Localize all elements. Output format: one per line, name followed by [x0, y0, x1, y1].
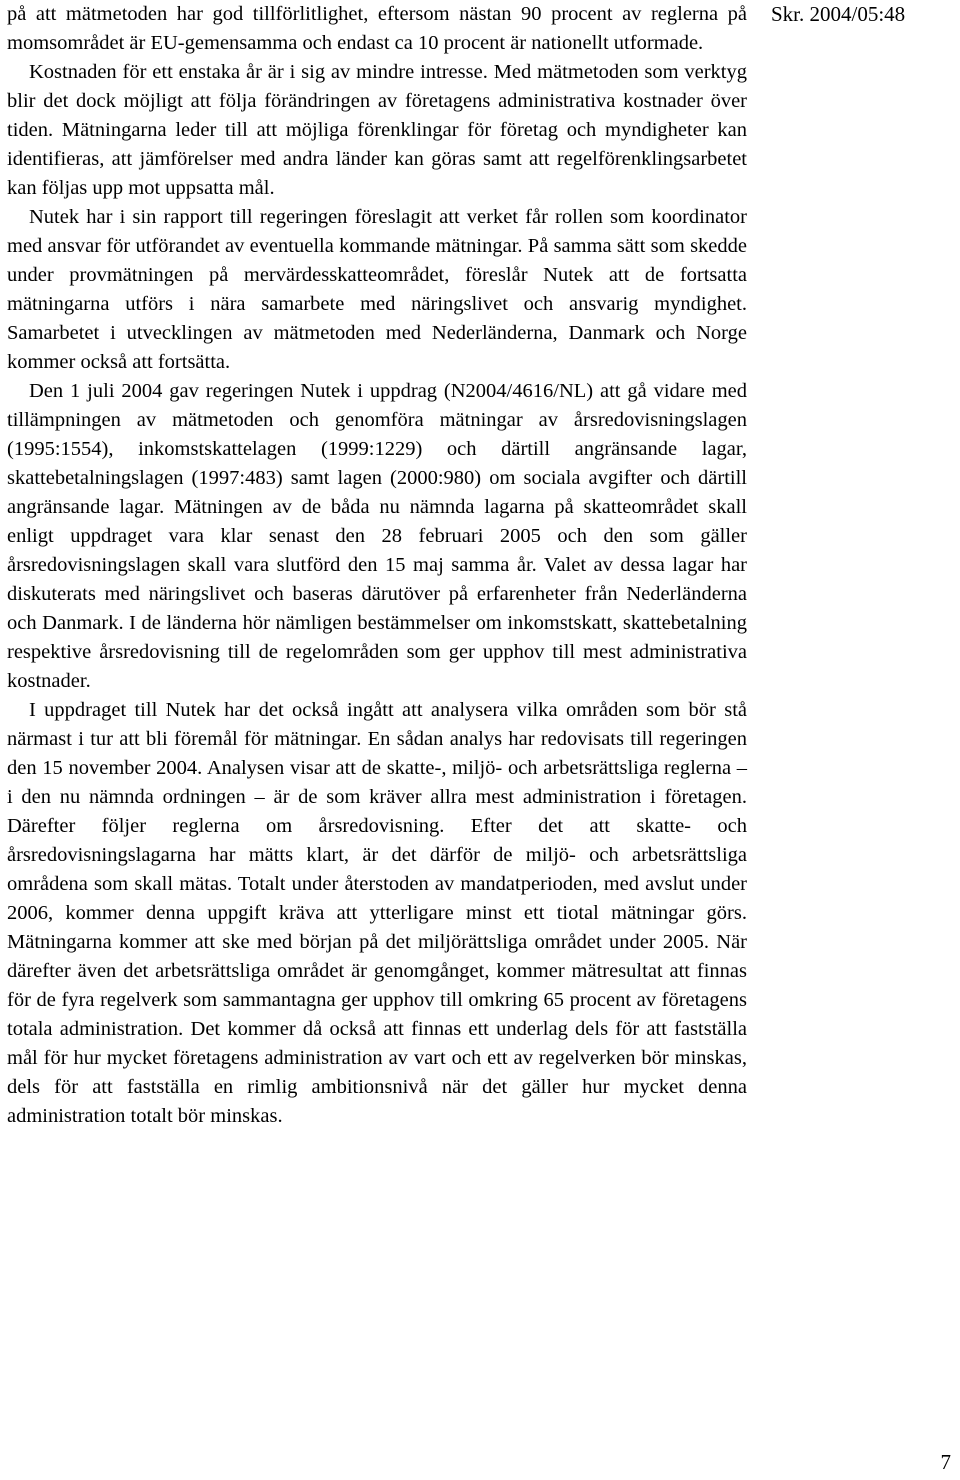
page-number: 7 [940, 1450, 951, 1474]
paragraph-4: Den 1 juli 2004 gav regeringen Nutek i uppdrag (N2004/4616/NL) att gå vidare med tillämpningen av mätmetoden och genomföra mätningar av årsredovisningslagen (1995:1554), inkomstskattelagen (1999:1229) och därtill angränsande lagar, skattebetalningslagen (1997:483) samt lagen (2000:980) om sociala avgifter och därtill angränsande lagar. Mätningen av de båda nu nämnda lagarna på skatteområdet skall enligt uppdraget vara klar senast den 28 februari 2005 och den som gäller årsredovisningslagen skall vara slutförd den 15 maj samma år. Valet av dessa lagar har diskuterats med näringslivet och baseras därutöver på erfarenheter från Nederländerna och Danmark. I de länderna hör nämligen bestämmelser om inkomstskatt, skattebetalning respektive årsredovisning till de regelområden som ger upphov till mest administrativa kostnader. [7, 380, 747, 692]
paragraph-2: Kostnaden för ett enstaka år är i sig av mindre intresse. Med mätmetoden som verktyg blir det dock möjligt att följa förändringen av företagens administrativa kostnader över tiden. Mätningarna leder till att möjliga förenklingar för företag och myndigheter kan identifieras, att jämförelser med andra länder kan göras samt att regelförenklingsarbetet kan följas upp mot uppsatta mål. [7, 61, 747, 199]
paragraph-3: Nutek har i sin rapport till regeringen föreslagit att verket får rollen som koordinator med ansvar för utförandet av eventuella kommande mätningar. På samma sätt som skedde under provmätningen på mervärdesskatteområdet, föreslår Nutek att de fortsatta mätningarna utförs i nära samarbete med näringslivet och ansvarig myndighet. Samarbetet i utvecklingen av mätmetoden med Nederländerna, Danmark och Norge kommer också att fortsätta. [7, 206, 747, 373]
document-body [7, 0, 747, 1131]
paragraph-1: på att mätmetoden har god tillförlitlighet, eftersom nästan 90 procent av reglerna på momsområdet är EU-gemensamma och endast ca 10 procent är nationellt utformade. [7, 3, 747, 54]
paragraph-5: I uppdraget till Nutek har det också ingått att analysera vilka områden som bör stå närmast i tur att bli föremål för mätningar. En sådan analys har redovisats till regeringen den 15 november 2004. Analysen visar att de skatte-, miljö- och arbetsrättsliga reglerna – i den nu nämnda ordningen – är de som kräver allra mest administration i företagen. Därefter följer reglerna om årsredovisning. Efter det att skatte- och årsredovisningslagarna har mätts klart, är det därför de miljö- och arbetsrättsliga områdena som skall mätas. Totalt under återstoden av mandatperioden, med avslut under 2006, kommer denna uppgift kräva att ytterligare minst ett tiotal mätningar görs. Mätningarna kommer att ske med början på det miljörättsliga området under 2005. När därefter även det arbetsrättsliga området är genomgånget, kommer mätresultat att finnas för de fyra regelverk som sammantagna ger upphov till omkring 65 procent av företagens totala administration. Det kommer då också att finnas ett underlag dels för att fastställa mål för hur mycket företagens administration av vart och ett av regelverken bör minskas, dels för att fastställa en rimlig ambitionsnivå när det gäller hur mycket denna administration totalt bör minskas. [7, 699, 747, 1127]
document-reference: Skr. 2004/05:48 [771, 2, 906, 26]
